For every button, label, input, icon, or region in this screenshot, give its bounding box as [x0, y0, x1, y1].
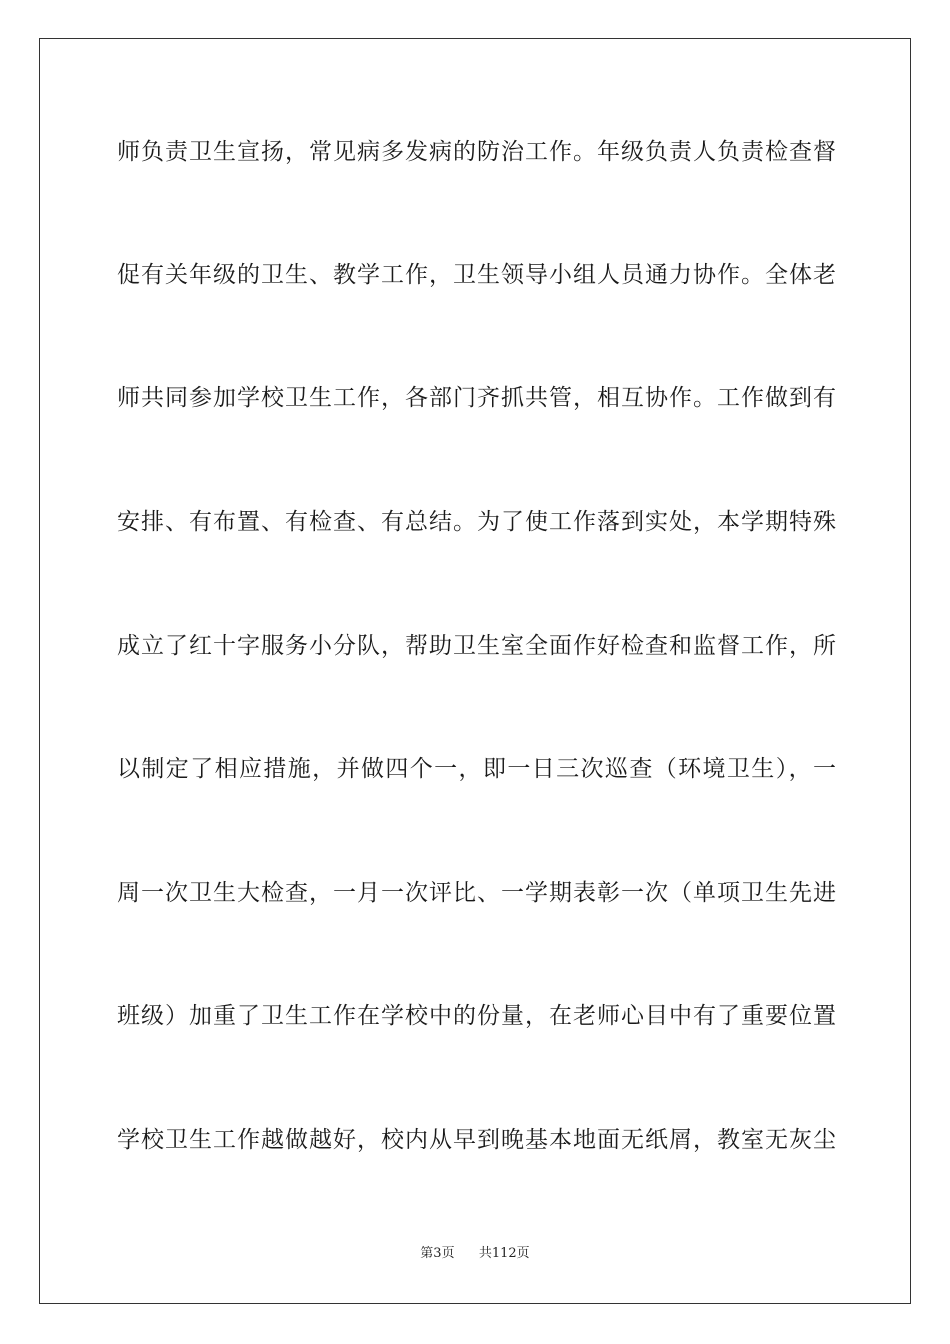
page-footer: [0, 1245, 950, 1263]
total-pages: 共112页: [478, 1246, 530, 1261]
body-text-line: 以制定了相应措施，并做四个一，即一日三次巡查（环境卫生），一: [117, 756, 837, 782]
body-text-line: 促有关年级的卫生、教学工作，卫生领导小组人员通力协作。全体老: [117, 262, 837, 288]
body-text-line: 成立了红十字服务小分队，帮助卫生室全面作好检查和监督工作，所: [117, 633, 837, 659]
page-border: [39, 38, 911, 1304]
body-text-line: 学校卫生工作越做越好，校内从早到晚基本地面无纸屑，教室无灰尘: [117, 1127, 837, 1153]
body-text-line: 安排、有布置、有检查、有总结。为了使工作落到实处，本学期特殊: [117, 509, 837, 535]
page-number: 第3页: [420, 1246, 455, 1261]
body-text-line: 周一次卫生大检查，一月一次评比、一学期表彰一次（单项卫生先进: [117, 880, 837, 906]
body-text-line: 师负责卫生宣扬，常见病多发病的防治工作。年级负责人负责检查督: [117, 139, 837, 165]
body-text-line: 师共同参加学校卫生工作，各部门齐抓共管，相互协作。工作做到有: [117, 385, 837, 411]
body-text-line: 班级）加重了卫生工作在学校中的份量，在老师心目中有了重要位置: [117, 1003, 837, 1029]
